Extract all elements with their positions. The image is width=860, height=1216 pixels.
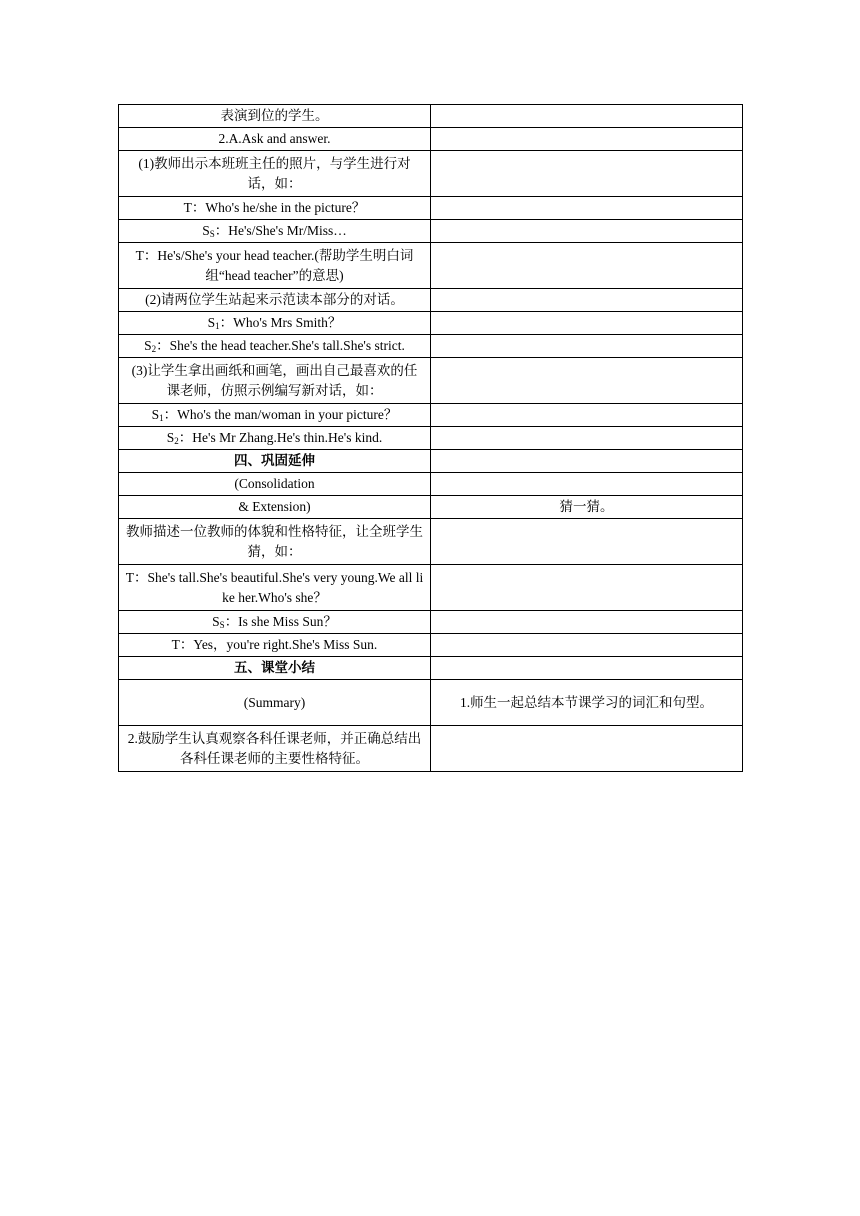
intent-cell — [431, 565, 743, 611]
table-row — [119, 565, 743, 611]
intent-cell — [431, 726, 743, 772]
activity-cell: 四、巩固延伸 — [119, 450, 431, 473]
activity-cell: 2.鼓励学生认真观察各科任课老师，并正确总结出各科任课老师的主要性格特征。 — [119, 726, 431, 772]
activity-cell: (3)让学生拿出画纸和画笔，画出自己最喜欢的任课老师，仿照示例编写新对话，如： — [119, 358, 431, 404]
activity-cell: $S_1$：Who's Mrs Smith？ — [119, 312, 431, 335]
activity-cell: (Summary) — [119, 680, 431, 726]
activity-cell: T：She's tall.She's beautiful.She's very young.We all like her.Who's she？ — [119, 565, 431, 611]
intent-cell: 猜一猜。 — [431, 496, 743, 519]
intent-cell: 1.师生一起总结本节课学习的词汇和句型。 — [431, 680, 743, 726]
table-row — [119, 151, 743, 197]
table-row — [119, 726, 743, 772]
activity-cell: $S_S$：Is she Miss Sun？ — [119, 611, 431, 634]
table-row — [119, 197, 743, 220]
intent-cell — [431, 473, 743, 496]
table-row — [119, 657, 743, 680]
intent-cell — [431, 427, 743, 450]
table-row — [119, 312, 743, 335]
lesson-plan-table-body — [119, 105, 743, 772]
intent-cell — [431, 519, 743, 565]
intent-cell — [431, 197, 743, 220]
activity-cell: T：Yes，you're right.She's Miss Sun. — [119, 634, 431, 657]
activity-cell: 教师描述一位教师的体貌和性格特征，让全班学生猜，如： — [119, 519, 431, 565]
table-row — [119, 519, 743, 565]
activity-cell: $S_1$：Who's the man/woman in your picture？ — [119, 404, 431, 427]
intent-cell — [431, 657, 743, 680]
document-page — [118, 104, 742, 772]
intent-cell — [431, 128, 743, 151]
intent-cell — [431, 358, 743, 404]
intent-cell — [431, 289, 743, 312]
activity-cell: T：He's/She's your head teacher.(帮助学生明白词组“head teacher”的意思) — [119, 243, 431, 289]
lesson-plan-table — [118, 104, 743, 772]
table-row — [119, 680, 743, 726]
table-row — [119, 220, 743, 243]
table-row — [119, 427, 743, 450]
table-row — [119, 496, 743, 519]
table-row — [119, 335, 743, 358]
intent-cell — [431, 105, 743, 128]
table-row — [119, 634, 743, 657]
activity-cell: (Consolidation — [119, 473, 431, 496]
table-row — [119, 243, 743, 289]
activity-cell: $S_S$：He's/She's Mr/Miss… — [119, 220, 431, 243]
table-row — [119, 289, 743, 312]
table-row — [119, 450, 743, 473]
activity-cell: $S_2$：She's the head teacher.She's tall.She's strict. — [119, 335, 431, 358]
table-row — [119, 105, 743, 128]
intent-cell — [431, 151, 743, 197]
intent-cell — [431, 450, 743, 473]
intent-cell — [431, 312, 743, 335]
activity-cell: & Extension) — [119, 496, 431, 519]
intent-cell — [431, 335, 743, 358]
table-row — [119, 404, 743, 427]
activity-cell: T：Who's he/she in the picture？ — [119, 197, 431, 220]
table-row — [119, 128, 743, 151]
intent-cell — [431, 243, 743, 289]
table-row — [119, 473, 743, 496]
activity-cell: $S_2$：He's Mr Zhang.He's thin.He's kind. — [119, 427, 431, 450]
intent-cell — [431, 611, 743, 634]
table-row — [119, 611, 743, 634]
intent-cell — [431, 634, 743, 657]
activity-cell: (1)教师出示本班班主任的照片，与学生进行对话，如： — [119, 151, 431, 197]
activity-cell: (2)请两位学生站起来示范读本部分的对话。 — [119, 289, 431, 312]
activity-cell: 表演到位的学生。 — [119, 105, 431, 128]
intent-cell — [431, 220, 743, 243]
activity-cell: 五、课堂小结 — [119, 657, 431, 680]
activity-cell: 2.A.Ask and answer. — [119, 128, 431, 151]
table-row — [119, 358, 743, 404]
intent-cell — [431, 404, 743, 427]
